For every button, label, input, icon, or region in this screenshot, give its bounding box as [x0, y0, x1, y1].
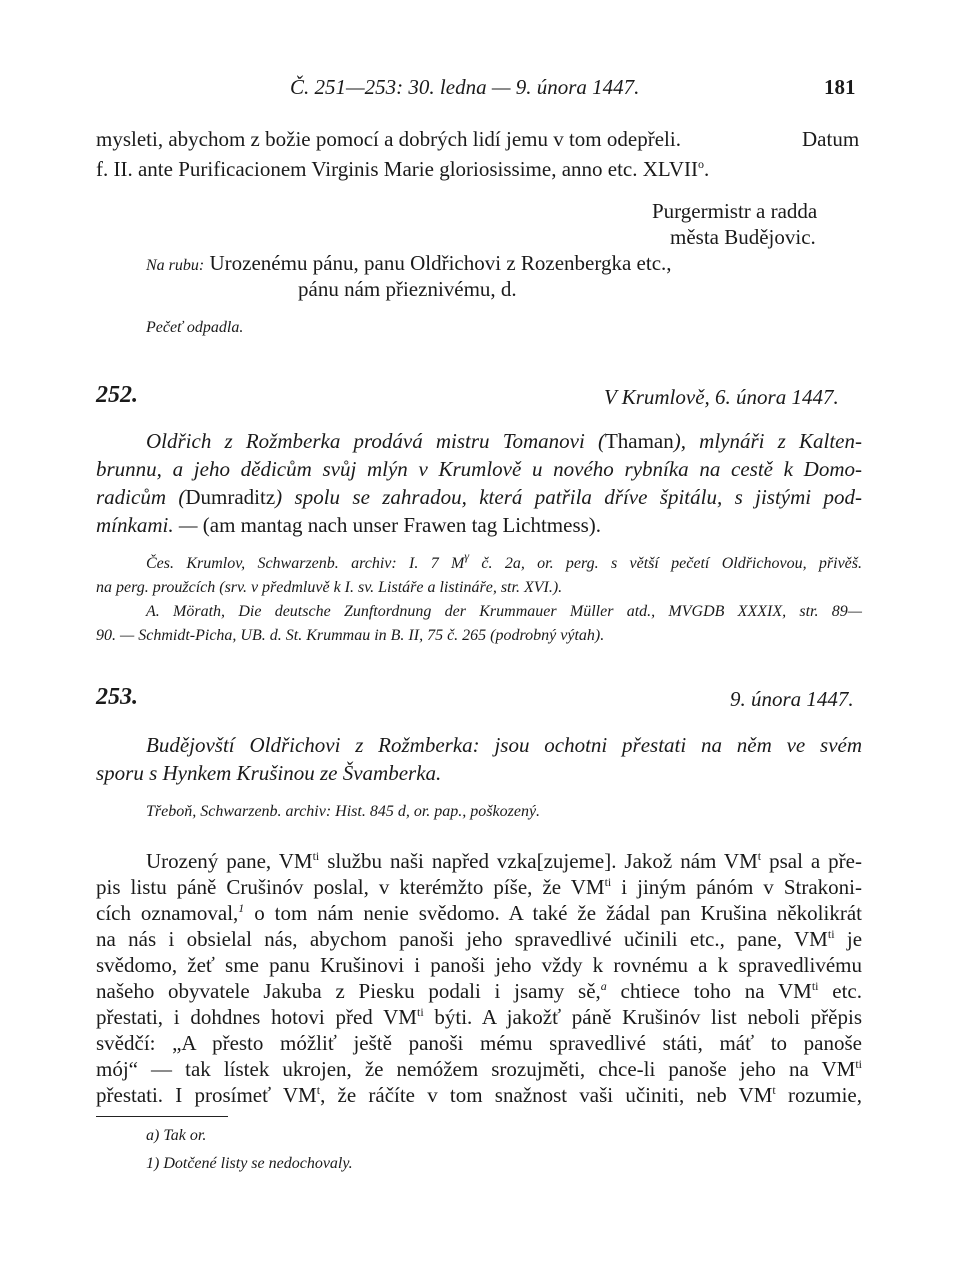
document-date: 9. února 1447. [730, 687, 854, 711]
body-line: Urozený pane, $VM^{ti}$ službu naši napřed vzka[zujeme]. Jakož nám $VM^t$ psal a pře- [146, 849, 862, 873]
document-place-date: V Krumlově, 6. února 1447. [604, 385, 839, 409]
text-line: mysleti, abychom z božie pomocí a dobrých lidí jemu v tom odepřeli. [96, 127, 681, 151]
source-line: Třeboň, Schwarzenb. archiv: Hist. 845 d, or. pap., poškozený. [146, 803, 541, 820]
source-line: A. Mörath, Die deutsche Zunftordnung der Krummauer Müller atd., MVGDB XXXIX, str. 89— [146, 603, 862, 620]
text-line: f. II. ante Purificacionem Virginis Marie gloriosissime, anno etc. XLVII$^o$. [96, 157, 710, 181]
seal-note: Pečeť odpadla. [146, 319, 244, 336]
footnote: a) Tak or. [146, 1127, 207, 1144]
body-line: cích oznamoval,$^1$ o tom nám nenie svědomo. A také že žádal pan Krušina několikrát [96, 901, 863, 925]
regest-line: mínkami. — (am mantag nach unser Frawen tag Lichtmess). [96, 513, 602, 537]
document-number: 252. [96, 382, 138, 408]
regest-line: Budějovští Oldřichovi z Rožmberka: jsou ochotni přestati na něm ve svém [146, 733, 862, 757]
regest-line: brunnu, a jeho dědicům svůj mlýn v Krumlově u nového rybníka na cestě k Domo- [96, 457, 862, 481]
source-line: na perg. proužcích (srv. v předmluvě k I. sv. Listáře a listináře, str. XVI.). [96, 579, 563, 596]
body-line: přestati, i dohdnes hotovi před $VM^{ti}$ býti. A jakožť páně Krušinóv list neboli přěpis [96, 1005, 862, 1029]
document-number: 253. [96, 684, 138, 710]
verso-address-cont: pánu nám přieznivému, d. [298, 277, 517, 301]
body-line: na nás i obsielal nás, abychom panoši jeho spravedlivé učinili etc., pane, $VM^{ti}$ je [96, 927, 863, 951]
footnote-rule [96, 1116, 228, 1117]
regest-line: Oldřich z Rožmberka prodává mistru Tomanovi (Thaman), mlynáři z Kalten- [146, 429, 862, 453]
regest-line: sporu s Hynkem Krušinou ze Švamberka. [96, 761, 442, 785]
body-line: přestati. I prosímeť $VM^t$, že ráčíte v tom snažnost vaši učiniti, neb $VM^t$ rozumie, [96, 1083, 863, 1107]
body-line: svědčí: „A přesto móžliť ještě panoši mému spravedlivé státi, máť to panoše [96, 1031, 862, 1055]
signature-line: Purgermistr a radda [652, 199, 818, 223]
body-line: svědomo, žeť sme panu Krušinovi i panoši jeho vždy k rovnému a k spravedlivému [96, 953, 862, 977]
regest-line: radicům (Dumraditz) spolu se zahradou, která patřila dříve špitálu, s jistými pod- [96, 485, 862, 509]
verso-address: Na rubu: Urozenému pánu, panu Oldřichovi z Rozenbergka etc., [146, 251, 672, 275]
running-head: Č. 251—253: 30. ledna — 9. února 1447. [290, 75, 640, 99]
margin-note-datum: Datum [802, 127, 860, 151]
footnote: 1) Dotčené listy se nedochovaly. [146, 1155, 353, 1172]
page-number: 181 [824, 75, 856, 99]
signature-line: města Budějovic. [670, 225, 816, 249]
body-line: mój“ — tak lístek ukrojen, že nemóžem srozujměti, chce-li panoše jeho na $VM^{ti}$ [96, 1057, 862, 1081]
source-line: 90. — Schmidt-Picha, UB. d. St. Krummau in B. II, 75 č. 265 (podrobný výtah). [96, 627, 605, 644]
body-line: našeho obyvatele Jakuba z Piesku podali i jsamy sě,$^a$ chtiece toho na $VM^{ti}$ etc. [96, 979, 862, 1003]
body-line: pis listu páně Crušinóv poslal, v kterémžto píše, že $VM^{ti}$ i jiným pánóm v Strakoni- [96, 875, 862, 899]
source-line: Čes. Krumlov, Schwarzenb. archiv: I. 7 $M^\gamma$ č. 2a, or. perg. s větší pečetí Oldřichovou, přivěš. [146, 549, 862, 572]
